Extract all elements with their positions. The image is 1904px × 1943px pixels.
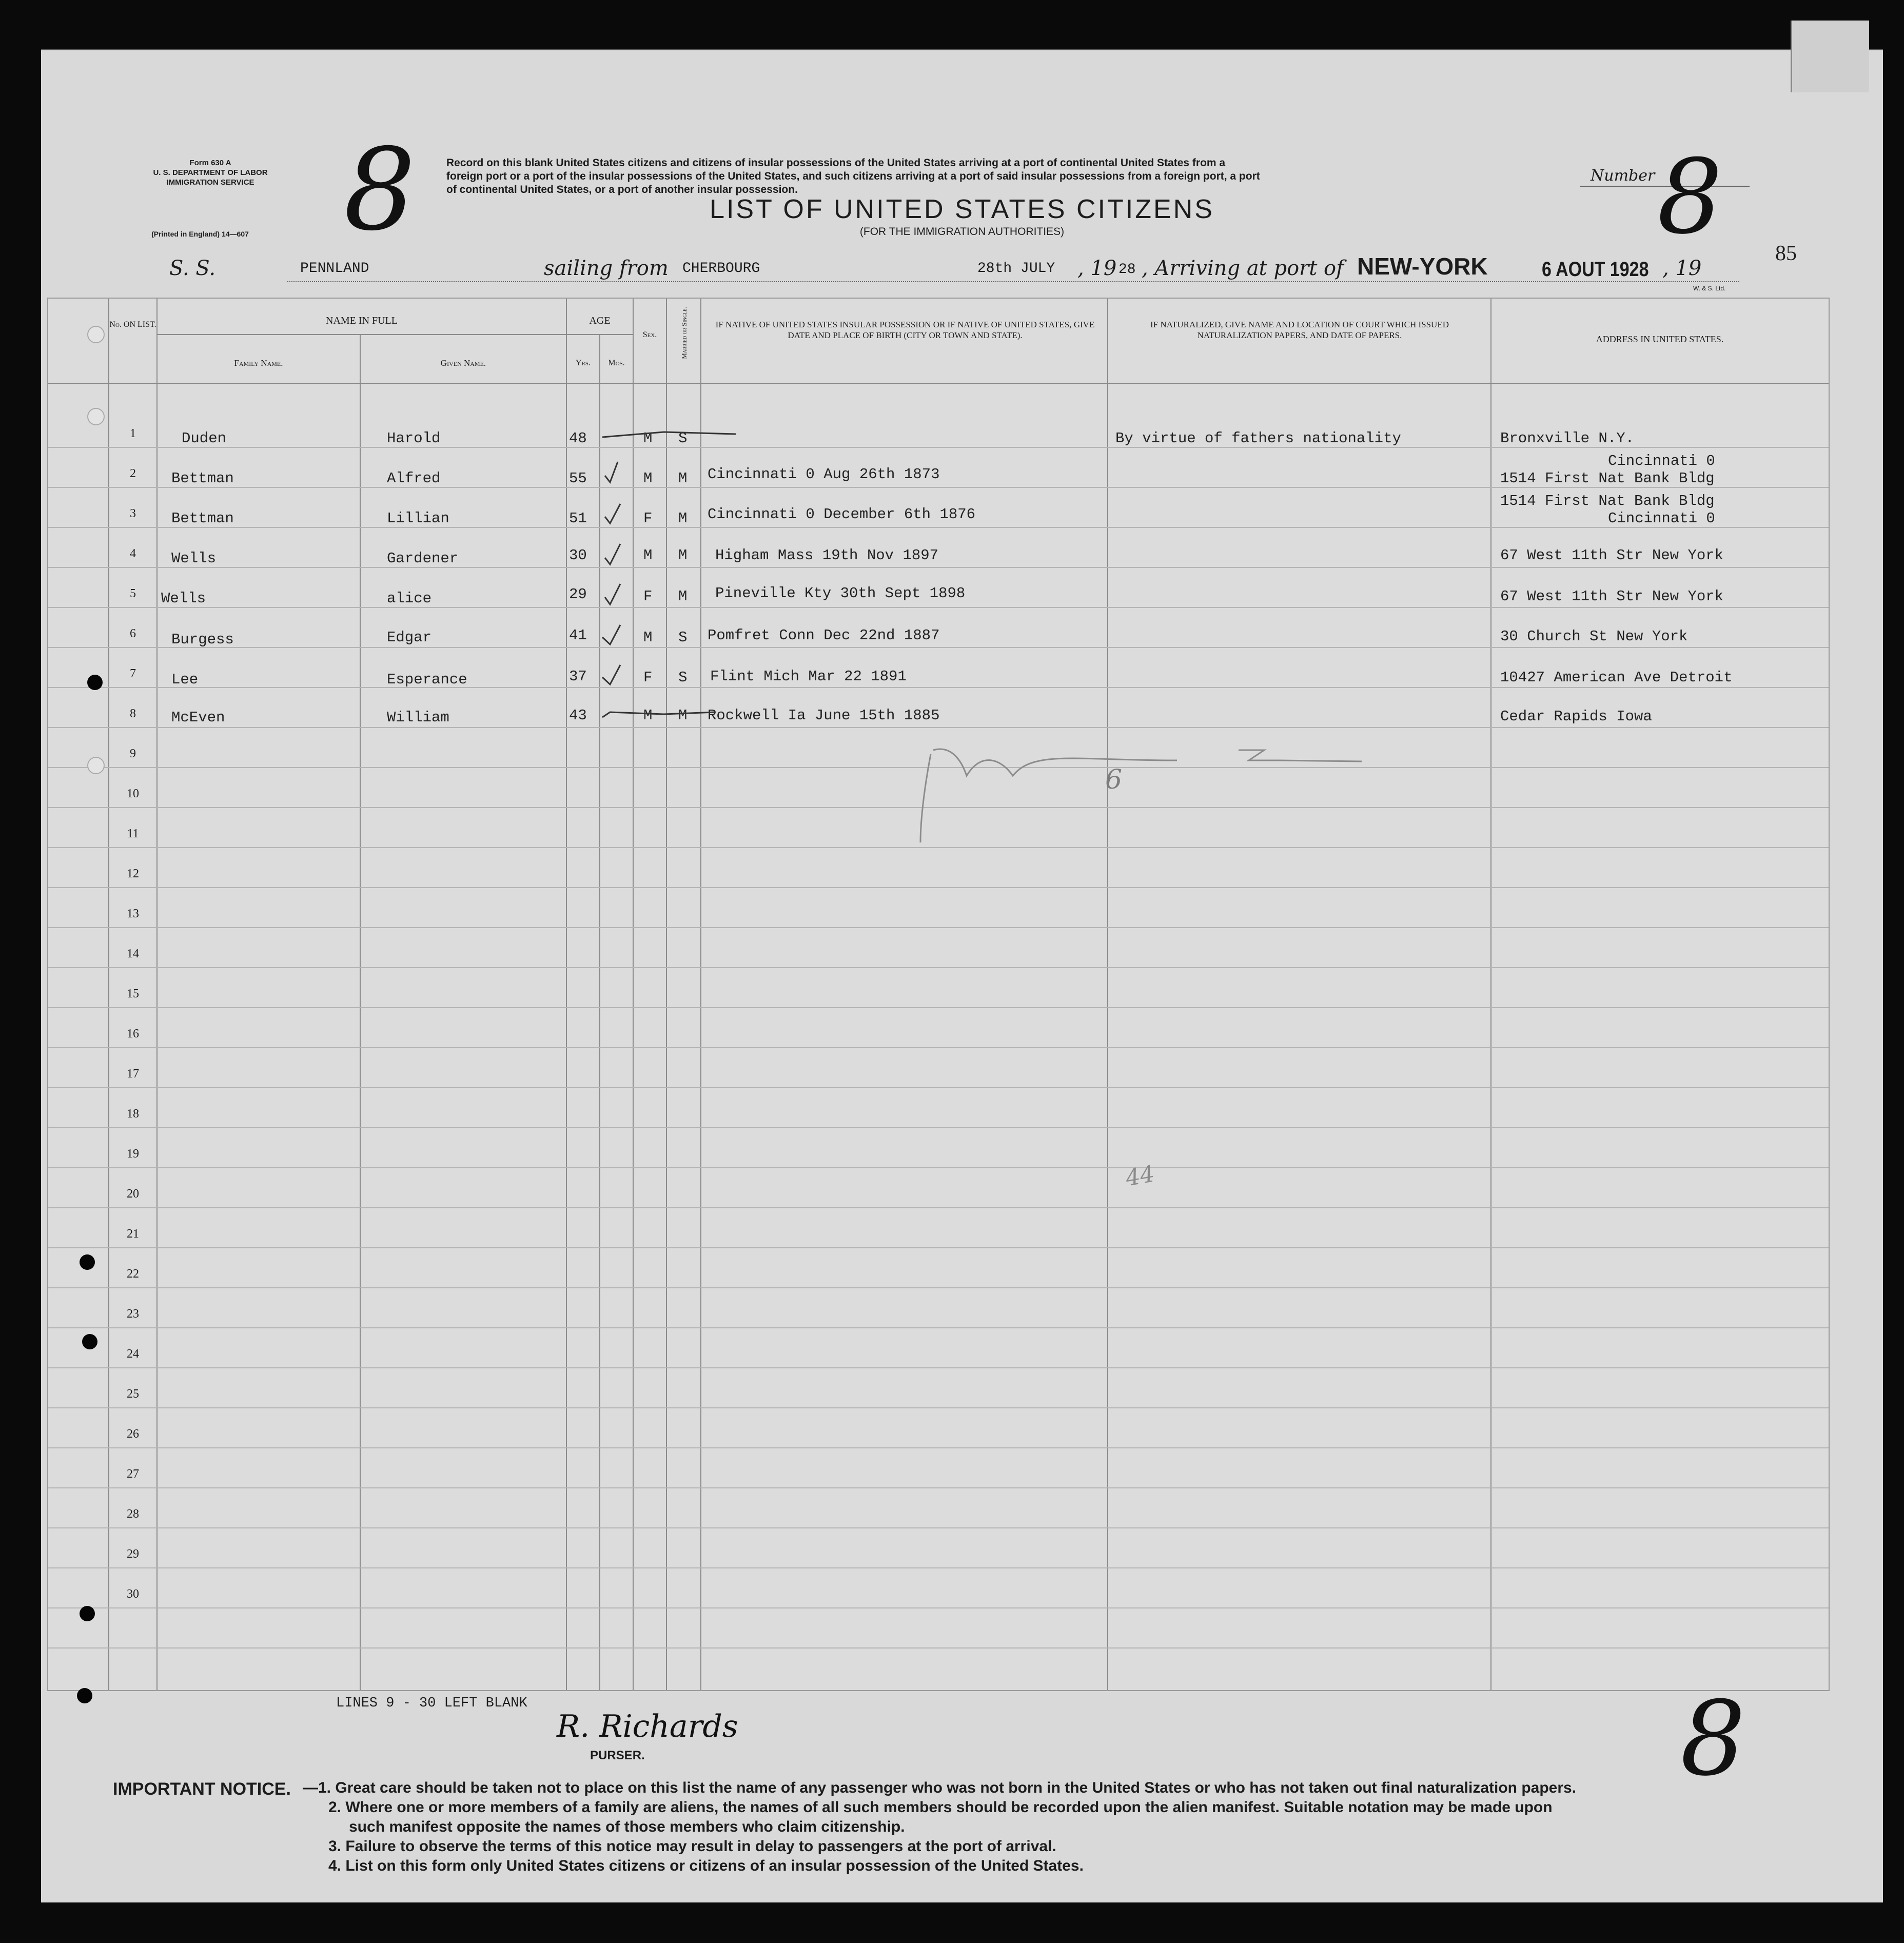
- row-number: 23: [127, 1307, 139, 1321]
- age-cell: 37: [569, 668, 587, 685]
- form-id-block: [126, 158, 295, 187]
- check-mark: [605, 462, 618, 482]
- form-id-line: Form 630 A: [189, 159, 231, 167]
- binder-hole: [87, 757, 105, 774]
- sex-cell: M: [643, 629, 653, 646]
- sailing-label: sailing from: [544, 257, 669, 280]
- family-name-cell: Wells: [161, 590, 206, 607]
- age-cell: 43: [569, 707, 587, 724]
- notice-item-3: 3. Failure to observe the terms of this notice may result in delay to passengers at the port of arrival.: [328, 1838, 1056, 1855]
- row-number: 1: [130, 427, 136, 440]
- row-number: 5: [130, 587, 136, 600]
- check-mark: [602, 665, 620, 684]
- address-cell: Cedar Rapids Iowa: [1500, 708, 1652, 725]
- check-mark: [605, 544, 620, 564]
- age-cell: 51: [569, 510, 587, 527]
- year-suffix: 28: [1118, 262, 1136, 278]
- header-naturalized: IF NATURALIZED, GIVE NAME AND LOCATION OF COURT WHICH ISSUED NATURALIZATION PAPERS, AND DATE OF PAPERS.: [1150, 320, 1449, 340]
- marital-cell: S: [678, 669, 688, 686]
- pencil-annotations: [48, 299, 1829, 1690]
- binder-hole: [87, 326, 105, 343]
- age-cell: 30: [569, 547, 587, 564]
- family-name-cell: Bettman: [171, 510, 234, 527]
- sailing-date: 28th JULY: [977, 261, 1055, 277]
- marital-cell: M: [678, 547, 688, 564]
- marital-cell: M: [678, 510, 688, 527]
- ship-line-rule: [287, 281, 1739, 282]
- age-cell: 55: [569, 470, 587, 487]
- check-mark: [605, 504, 620, 523]
- ship-name: PENNLAND: [300, 261, 369, 277]
- form-id-line: IMMIGRATION SERVICE: [166, 178, 254, 187]
- ship-prefix: S. S.: [169, 257, 216, 280]
- row-number: 17: [127, 1067, 139, 1081]
- header-age: AGE: [589, 315, 611, 326]
- marital-cell: S: [678, 430, 688, 447]
- check-mark: [602, 625, 620, 644]
- age-cell: 41: [569, 627, 587, 644]
- binder-hole: [80, 1254, 95, 1270]
- birth-cell: Rockwell Ia June 15th 1885: [708, 707, 940, 724]
- address-cell: Bronxville N.Y.: [1500, 430, 1635, 447]
- printed-in-label: (Printed in England) 14—607: [151, 230, 249, 238]
- notice-item-2-cont: such manifest opposite the names of those members who claim citizenship.: [349, 1818, 905, 1835]
- birth-cell: Cincinnati 0 December 6th 1876: [708, 506, 976, 523]
- check-mark: [602, 712, 715, 717]
- address-cell: 67 West 11th Str New York: [1500, 547, 1724, 564]
- address-city-cell: Cincinnati 0: [1608, 453, 1715, 469]
- arrival-year-label: , 19: [1662, 257, 1702, 280]
- marital-cell: M: [678, 588, 688, 605]
- age-cell: 29: [569, 586, 587, 603]
- row-number: 27: [127, 1467, 139, 1481]
- purser-label: PURSER.: [590, 1749, 645, 1762]
- row-number: 10: [127, 787, 139, 800]
- row-number: 3: [130, 507, 136, 520]
- notice-title: IMPORTANT NOTICE.: [113, 1779, 291, 1799]
- sex-cell: M: [643, 707, 653, 724]
- binder-hole: [82, 1334, 97, 1349]
- header-age-months: Mos.: [608, 359, 625, 367]
- sex-cell: M: [643, 430, 653, 447]
- row-number: 21: [127, 1227, 139, 1241]
- marital-cell: S: [678, 629, 688, 646]
- arrival-date-stamp: 6 AOUT 1928: [1542, 258, 1649, 281]
- family-name-cell: Bettman: [171, 470, 234, 487]
- row-number: 16: [127, 1027, 139, 1041]
- lines-left-blank: LINES 9 - 30 LEFT BLANK: [336, 1696, 527, 1711]
- given-name-cell: William: [387, 709, 449, 726]
- row-number: 19: [127, 1147, 139, 1161]
- given-name-cell: Edgar: [387, 629, 432, 646]
- form-id-line: U. S. DEPARTMENT OF LABOR: [153, 168, 268, 177]
- header-address: ADDRESS IN UNITED STATES.: [1596, 334, 1724, 344]
- row-number: 9: [130, 747, 136, 760]
- notice-item-4: 4. List on this form only United States citizens or citizens of an insular possession of the United States.: [328, 1857, 1084, 1874]
- family-name-cell: Burgess: [171, 631, 234, 648]
- birth-cell: Higham Mass 19th Nov 1897: [715, 547, 939, 564]
- header-married-single: Married or Single.: [680, 307, 688, 359]
- age-cell: 48: [569, 430, 587, 447]
- row-number: 7: [130, 667, 136, 680]
- purser-signature: R. Richards: [557, 1709, 738, 1744]
- binder-hole: [77, 1688, 92, 1703]
- row-number: 26: [127, 1427, 139, 1441]
- row-number: 15: [127, 987, 139, 1000]
- row-number: 13: [127, 907, 139, 920]
- sex-cell: F: [643, 588, 653, 605]
- binder-hole: [87, 675, 103, 690]
- header-sex: Sex.: [642, 330, 657, 339]
- family-name-cell: Lee: [171, 671, 199, 688]
- header-age-years: Yrs.: [575, 359, 591, 367]
- marital-cell: M: [678, 470, 688, 487]
- binder-hole: [80, 1606, 95, 1621]
- number-label: Number: [1591, 167, 1655, 185]
- inspector-signature: [920, 749, 1362, 842]
- notice-item-2: 2. Where one or more members of a family are aliens, the names of all such members should be recorded upon the alien manifest. Suitable notation may be made upon: [328, 1799, 1553, 1816]
- given-name-cell: Harold: [387, 430, 441, 447]
- family-name-cell: McEven: [171, 709, 225, 726]
- check-mark: [605, 584, 620, 604]
- inspector-mark-number: 6: [1105, 764, 1123, 795]
- row-number: 4: [130, 547, 136, 560]
- row-number: 20: [127, 1187, 139, 1201]
- page-number: 85: [1775, 242, 1797, 265]
- record-line: Record on this blank United States citizens and citizens of insular possessions of the United States arriving at a port of continental United States from a: [446, 157, 1226, 169]
- birth-cell: Pomfret Conn Dec 22nd 1887: [708, 627, 940, 644]
- row-number: 24: [127, 1347, 139, 1361]
- family-name-cell: Duden: [182, 430, 227, 447]
- family-name-cell: Wells: [171, 550, 217, 567]
- sex-cell: M: [643, 547, 653, 564]
- given-name-cell: Esperance: [387, 671, 467, 688]
- year-prefix: , 19: [1077, 257, 1117, 280]
- row-number: 22: [127, 1267, 139, 1281]
- address-city-cell: Cincinnati 0: [1608, 510, 1715, 527]
- pencil-page-mark: 44: [1123, 1161, 1157, 1192]
- header-birth: IF NATIVE OF UNITED STATES INSULAR POSSESSION OR IF NATIVE OF UNITED STATES, GIVE DATE AND PLACE OF BIRTH (CITY OR TOWN AND STATE).: [715, 320, 1095, 340]
- header-no-on-list: No. ON LIST.: [109, 320, 156, 329]
- adjacent-page-edge: [1791, 21, 1869, 92]
- printer-mark: W. & S. Ltd.: [1693, 285, 1726, 292]
- row-number: 25: [127, 1387, 139, 1401]
- given-name-cell: Gardener: [387, 550, 459, 567]
- binder-hole: [87, 408, 105, 425]
- naturalized-cell: By virtue of fathers nationality: [1115, 430, 1401, 447]
- arriving-label: , Arriving at port of: [1142, 257, 1344, 280]
- address-cell: 10427 American Ave Detroit: [1500, 669, 1733, 686]
- check-mark: [602, 432, 736, 437]
- given-name-cell: alice: [387, 590, 432, 607]
- row-number: 18: [127, 1107, 139, 1121]
- page-title: LIST OF UNITED STATES CITIZENS: [710, 194, 1214, 224]
- record-line: foreign port or a port of the insular possessions of the United States, and such citizens arriving at a port of said insular possessions from a foreign port, a port: [446, 170, 1260, 182]
- handwritten-number: 8: [1657, 138, 1723, 257]
- given-name-cell: Lillian: [387, 510, 449, 527]
- given-name-cell: Alfred: [387, 470, 441, 487]
- birth-cell: Cincinnati 0 Aug 26th 1873: [708, 466, 940, 483]
- row-number: 29: [127, 1547, 139, 1561]
- row-number: 30: [127, 1587, 139, 1601]
- record-line: of continental United States, or a port of another insular possession.: [446, 184, 798, 195]
- handwritten-footer-number: 8: [1680, 1679, 1746, 1799]
- sailing-from: CHERBOURG: [682, 261, 760, 277]
- row-number: 28: [127, 1507, 139, 1521]
- header-given-name: Given Name.: [440, 358, 486, 368]
- address-cell: 1514 First Nat Bank Bldg: [1500, 493, 1715, 509]
- header-name-in-full: NAME IN FULL: [326, 315, 398, 326]
- row-number: 2: [130, 467, 136, 480]
- sex-cell: F: [643, 510, 653, 527]
- row-number: 14: [127, 947, 139, 960]
- row-number: 6: [130, 627, 136, 640]
- record-instructions: [446, 156, 1473, 197]
- address-cell: 67 West 11th Str New York: [1500, 588, 1724, 605]
- sex-cell: M: [643, 470, 653, 487]
- birth-cell: Pineville Kty 30th Sept 1898: [715, 585, 966, 602]
- header-family-name: Family Name.: [234, 358, 283, 368]
- manifest-table: [47, 298, 1830, 1691]
- row-number: 8: [130, 707, 136, 720]
- handwritten-list-number: 8: [344, 124, 416, 256]
- row-number: 12: [127, 867, 139, 880]
- sex-cell: F: [643, 669, 653, 686]
- row-number: 11: [127, 827, 139, 840]
- marital-cell: M: [678, 707, 688, 724]
- birth-cell: Flint Mich Mar 22 1891: [710, 668, 907, 685]
- address-cell: 1514 First Nat Bank Bldg: [1500, 470, 1715, 487]
- arrival-port: NEW-YORK: [1357, 253, 1488, 280]
- notice-item-1: —1. Great care should be taken not to place on this list the name of any passenger who was not born in the United States or who has not taken out final naturalization papers.: [303, 1779, 1577, 1796]
- address-cell: 30 Church St New York: [1500, 628, 1688, 645]
- page-subtitle: (FOR THE IMMIGRATION AUTHORITIES): [859, 226, 1065, 238]
